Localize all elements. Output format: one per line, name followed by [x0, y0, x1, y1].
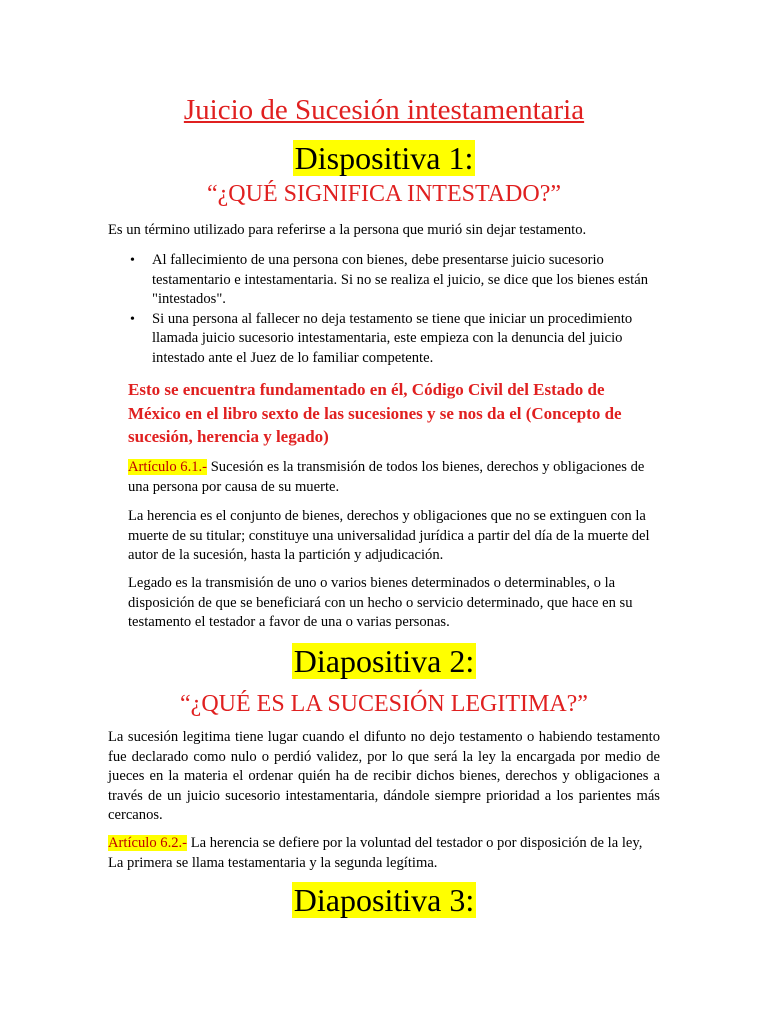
article-6-2-text: La herencia se defiere por la voluntad del testador o por disposición de la ley, La primera se llama testamentaria y la segunda legítima. — [108, 835, 643, 871]
herencia-paragraph: La herencia es el conjunto de bienes, derechos y obligaciones que no se extinguen con la muerte de su titular; constituye una universalidad jurídica a partir del día de la muerte del autor de la sucesión, hasta la partición y adjudicación. — [128, 508, 650, 564]
article-6-2-paragraph — [108, 834, 660, 873]
article-6-1-label: Artículo 6.1.- — [128, 459, 208, 475]
question-2-heading: “¿QUÉ ES LA SUCESIÓN LEGITIMA?” — [180, 691, 588, 717]
article-6-1-text: Sucesión es la transmisión de todos los bienes, derechos y obligaciones de una persona por causa de su muerte. — [128, 459, 645, 495]
slide-1-heading-wrap — [0, 137, 768, 179]
document-title: Juicio de Sucesión intestamentaria — [183, 94, 585, 126]
intro-paragraph: Es un término utilizado para referirse a la persona que murió sin dejar testamento. — [108, 222, 587, 238]
bullet-item-1: • Al fallecimiento de una persona con bienes, debe presentarse juicio sucesorio testamentario e intestamentaria. Si no se realiza el juicio, se dice que los bienes están "intestados". — [130, 251, 652, 310]
bullet-list — [130, 251, 652, 369]
legitima-paragraph: La sucesión legitima tiene lugar cuando el difunto no dejo testamento o habiendo testamento fue declarado como nulo o perdió validez, por lo que será la ley la encargada por medio de jueces en la materia el ordenar quién ha de recibir dichos bienes, derechos y obligaciones a través de un juicio sucesorio intestamentaria, dándole siempre prioridad a los parientes más cercanos. — [108, 729, 660, 824]
article-6-2-label: Artículo 6.2.- — [108, 835, 188, 851]
fundamento-paragraph: Esto se encuentra fundamentado en él, Código Civil del Estado de México en el libro sexto de las sucesiones y se nos da el (Concepto de sucesión, herencia y legado) — [128, 380, 622, 446]
article-6-1-paragraph — [128, 458, 650, 497]
slide-2-heading-wrap — [0, 640, 768, 682]
slide-1-heading: Dispositiva 1: — [294, 140, 474, 176]
slide-3-heading-wrap — [0, 879, 768, 921]
slide-2-heading: Diapositiva 2: — [293, 643, 475, 679]
question-1-heading: “¿QUÉ SIGNIFICA INTESTADO?” — [206, 181, 561, 207]
bullet-item-2: • Si una persona al fallecer no deja testamento se tiene que iniciar un procedimiento llamada juicio sucesorio intestamentaria, este empieza con la denuncia del juicio intestado ante el Juez de lo familiar competente. — [130, 310, 652, 369]
legado-paragraph: Legado es la transmisión de uno o varios bienes determinados o determinables, o la disposición de que se beneficiará con un hecho o servicio determinado, que hace en su testamento el testador a favor de una o varias personas. — [128, 575, 633, 631]
slide-3-heading: Diapositiva 3: — [293, 882, 475, 918]
